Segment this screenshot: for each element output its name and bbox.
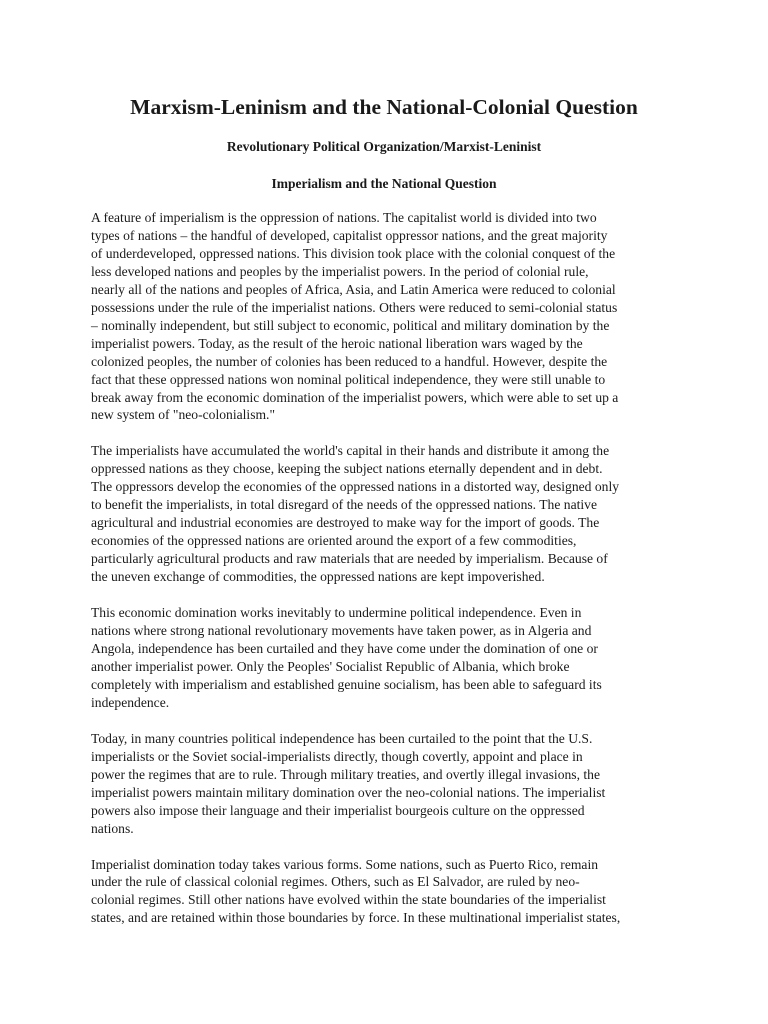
paragraph-line: states, and are retained within those boundaries by force. In these multinational imperialist states,: [91, 910, 621, 926]
paragraph-line: of underdeveloped, oppressed nations. This division took place with the colonial conquest of the: [91, 245, 616, 261]
paragraph-line: powers also impose their language and their imperialist bourgeois culture on the oppressed: [91, 802, 585, 818]
paragraph-line: imperialist powers maintain military domination over the neo-colonial nations. The imperialist: [91, 784, 606, 800]
paragraph-line: Angola, independence has been curtailed and they have come under the domination of one or: [91, 640, 598, 656]
document-title: Marxism-Leninism and the National-Colonial Question: [130, 95, 638, 119]
paragraph-line: nations.: [91, 820, 134, 836]
document-subtitle: Revolutionary Political Organization/Marxist-Leninist: [226, 139, 542, 154]
paragraph-line: independence.: [91, 694, 170, 710]
paragraph-line: – nominally independent, but still subject to economic, political and military domination by the: [91, 317, 610, 333]
paragraph-line: nearly all of the nations and peoples of Africa, Asia, and Latin America were reduced to colonial: [91, 281, 616, 297]
paragraph-line: fact that these oppressed nations won nominal political independence, they were still unable to: [91, 371, 606, 387]
paragraph-4: [91, 730, 685, 838]
paragraph-line: Imperialist domination today takes various forms. Some nations, such as Puerto Rico, remain: [91, 856, 599, 872]
paragraph-line: nations where strong national revolutionary movements have taken power, as in Algeria and: [91, 623, 592, 639]
paragraph-3: [91, 604, 685, 712]
paragraph-line: completely with imperialism and established genuine socialism, has been able to safeguard its: [91, 676, 602, 692]
paragraph-line: This economic domination works inevitably to undermine political independence. Even in: [91, 605, 582, 621]
paragraph-line: types of nations – the handful of developed, capitalist oppressor nations, and the great majority: [91, 227, 608, 243]
paragraph-line: less developed nations and peoples by the imperialist powers. In the period of colonial rule,: [91, 263, 589, 279]
paragraph-2: [91, 442, 685, 586]
paragraph-line: possessions under the rule of the imperialist nations. Others were reduced to semi-colonial status: [91, 299, 618, 315]
paragraph-line: the uneven exchange of commodities, the oppressed nations are kept impoverished.: [91, 569, 545, 585]
paragraph-line: The oppressors develop the economies of the oppressed nations in a distorted way, designed only: [91, 479, 620, 495]
paragraph-line: The imperialists have accumulated the world's capital in their hands and distribute it among the: [91, 443, 610, 459]
paragraph-line: particularly agricultural products and raw materials that are needed by imperialism. Because of: [91, 551, 608, 567]
paragraph-line: imperialist powers. Today, as the result of the heroic national liberation wars waged by the: [91, 335, 583, 351]
paragraph-line: Today, in many countries political independence has been curtailed to the point that the U.S.: [91, 730, 593, 746]
paragraph-line: power the regimes that are to rule. Through military treaties, and overtly illegal invasions, the: [91, 766, 600, 782]
paragraph-line: another imperialist power. Only the Peoples' Socialist Republic of Albania, which broke: [91, 658, 570, 674]
paragraph-1: [91, 209, 685, 424]
paragraph-line: colonized peoples, the number of colonies has been reduced to a handful. However, despite the: [91, 353, 608, 369]
paragraph-line: economies of the oppressed nations are oriented around the export of a few commodities,: [91, 533, 577, 549]
paragraph-line: break away from the economic domination of the imperialist powers, which were able to set up a: [91, 389, 619, 405]
paragraph-line: oppressed nations as they choose, keeping the subject nations eternally dependent and in debt.: [91, 461, 603, 477]
paragraph-line: colonial regimes. Still other nations have evolved within the state boundaries of the imperialist: [91, 892, 606, 908]
paragraph-5: [91, 856, 685, 928]
paragraph-line: agricultural and industrial economies are destroyed to make way for the import of goods. The: [91, 515, 600, 531]
paragraph-line: A feature of imperialism is the oppression of nations. The capitalist world is divided into two: [91, 210, 597, 225]
paragraph-line: to benefit the imperialists, in total disregard of the needs of the oppressed nations. The native: [91, 497, 597, 513]
paragraph-line: under the rule of classical colonial regimes. Others, such as El Salvador, are ruled by neo-: [91, 874, 580, 890]
section-heading: Imperialism and the National Question: [271, 176, 497, 191]
paragraph-line: imperialists or the Soviet social-imperialists directly, though covertly, appoint and place in: [91, 748, 583, 764]
document-body: [91, 209, 685, 945]
paragraph-line: new system of "neo-colonialism.": [91, 407, 276, 423]
